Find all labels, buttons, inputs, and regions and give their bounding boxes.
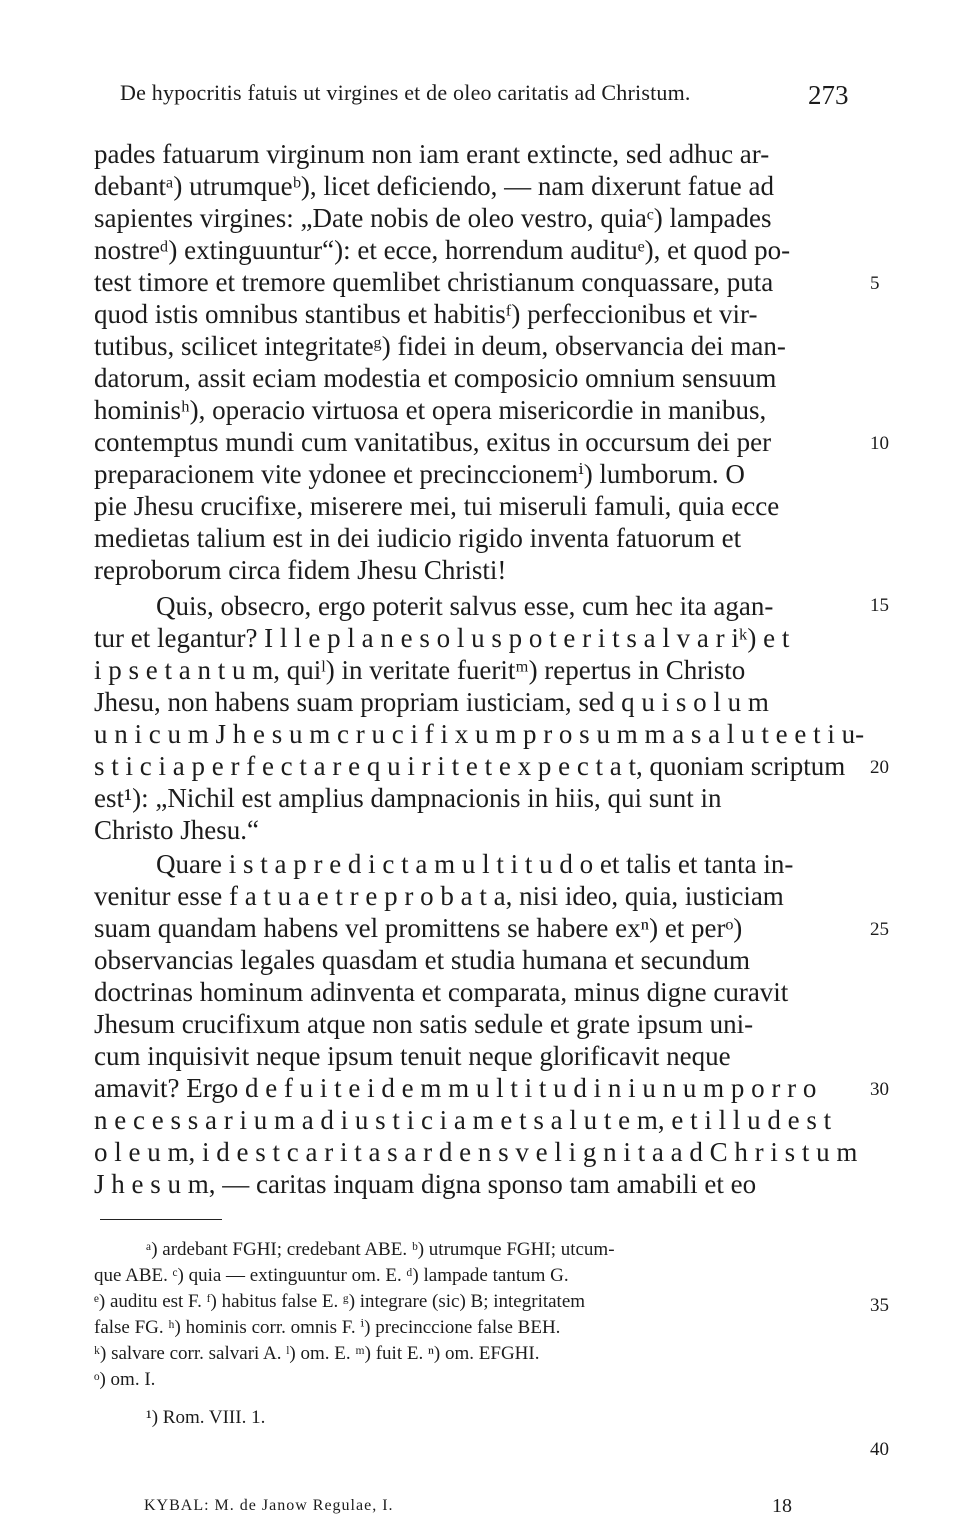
body-line: datorum, assit eciam modestia et composicio omnium sensuum [94, 363, 777, 393]
footnote-line: ¹) Rom. VIII. 1. [146, 1407, 266, 1428]
body-line: observancias legales quasdam et studia humana et secundum [94, 945, 751, 975]
body-line: n e c e s s a r i u m a d i u s t i c i a m e t s a l u t e m, e t i l l u d e s t [94, 1105, 832, 1135]
body-line: Christo Jhesu.“ [94, 815, 259, 845]
footnote-line: ᵃ) ardebant FGHI; credebant ABE. ᵇ) utrumque FGHI; utcum- [146, 1239, 615, 1260]
body-line: o l e u m, i d e s t c a r i t a s a r d e n s v e l i g n i t a a d C h r i s t u m [94, 1137, 858, 1167]
footnote-line: que ABE. ᶜ) quia — extinguuntur om. E. ᵈ) lampade tantum G. [94, 1265, 569, 1286]
line-number: 25 [870, 919, 889, 940]
footnote-line: ᵏ) salvare corr. salvari A. ˡ) om. E. ᵐ) fuit E. ⁿ) om. EFGHI. [94, 1343, 540, 1364]
body-line: pie Jhesu crucifixe, miserere mei, tui miseruli famuli, quia ecce [94, 491, 780, 521]
body-line: amavit? Ergo d e f u i t e i d e m m u l t i t u d i n i u n u m p o r r o [94, 1073, 817, 1103]
line-number: 35 [870, 1295, 889, 1316]
body-line: est¹): „Nichil est amplius dampnacionis in hiis, qui sunt in [94, 783, 722, 813]
body-line: s t i c i a p e r f e c t a r e q u i r i t e t e x p e c t a t, quoniam scriptum [94, 751, 846, 781]
body-line: hominisʰ), operacio virtuosa et opera misericordie in manibus, [94, 395, 767, 425]
body-line: quod istis omnibus stantibus et habitisᶠ) perfeccionibus et vir- [94, 299, 758, 329]
line-number: 40 [870, 1439, 889, 1460]
body-line: tutibus, scilicet integritateᵍ) fidei in deum, observancia dei man- [94, 331, 786, 361]
body-line: reproborum circa fidem Jhesu Christi! [94, 555, 507, 585]
body-line: sapientes virgines: „Date nobis de oleo vestro, quiaᶜ) lampades [94, 203, 772, 233]
body-line: Quare i s t a p r e d i c t a m u l t i t u d o et talis et tanta in- [156, 849, 794, 879]
body-line: Jhesum crucifixum atque non satis sedule et grate ipsum uni- [94, 1009, 754, 1039]
body-line: i p s e t a n t u m, quiˡ) in veritate fueritᵐ) repertus in Christo [94, 655, 746, 685]
body-line: pades fatuarum virginum non iam erant extincte, sed adhuc ar- [94, 139, 770, 169]
line-number: 30 [870, 1079, 889, 1100]
line-number: 10 [870, 433, 889, 454]
body-line: u n i c u m J h e s u m c r u c i f i x u m p r o s u m m a s a l u t e e t i u- [94, 719, 865, 749]
line-number: 5 [870, 273, 880, 294]
footnote-line: ᵉ) auditu est F. ᶠ) habitus false E. ᵍ) integrare (sic) B; integritatem [94, 1291, 586, 1312]
footnote-divider [100, 1219, 222, 1220]
body-line: venitur esse f a t u a e t r e p r o b a t a, nisi ideo, quia, iusticiam [94, 881, 784, 911]
body-line: cum inquisivit neque ipsum tenuit neque glorificavit neque [94, 1041, 731, 1071]
body-line: tur et legantur? I l l e p l a n e s o l u s p o t e r i t s a l v a r iᵏ) e t [94, 623, 790, 653]
page-number: 273 [808, 80, 849, 110]
running-head-title: De hypocritis fatuis ut virgines et de oleo caritatis ad Christum. [120, 80, 691, 105]
footnote-line: ᵒ) om. I. [94, 1369, 156, 1390]
body-line: medietas talium est in dei iudicio rigido inventa fatuorum et [94, 523, 742, 553]
body-line: suam quandam habens vel promittens se habere exⁿ) et perᵒ) [94, 913, 743, 943]
footnote-line: false FG. ʰ) hominis corr. omnis F. ⁱ) precinccione false BEH. [94, 1317, 561, 1338]
line-number: 20 [870, 757, 889, 778]
line-number: 15 [870, 595, 889, 616]
body-line: debantᵃ) utrumqueᵇ), licet deficiendo, — nam dixerunt fatue ad [94, 171, 774, 201]
body-line: preparacionem vite ydonee et precinccionemⁱ) lumborum. O [94, 459, 745, 489]
body-line: Quis, obsecro, ergo poterit salvus esse, cum hec ita agan- [156, 591, 774, 621]
body-line: test timore et tremore quemlibet christianum conquassare, puta [94, 267, 774, 297]
signature-number: 18 [772, 1495, 792, 1517]
body-line: nostreᵈ) extinguuntur“): et ecce, horrendum audituᵉ), et quod po- [94, 235, 791, 265]
body-line: Jhesu, non habens suam propriam iusticiam, sed q u i s o l u m [94, 687, 769, 717]
body-line: J h e s u m, — caritas inquam digna sponso tam amabili et eo [94, 1169, 757, 1199]
footer-signature: KYBAL: M. de Janow Regulae, I. [144, 1497, 394, 1514]
body-line: doctrinas hominum adinventa et comparata, minus digne curavit [94, 977, 789, 1007]
body-line: contemptus mundi cum vanitatibus, exitus in occursum dei per [94, 427, 772, 457]
